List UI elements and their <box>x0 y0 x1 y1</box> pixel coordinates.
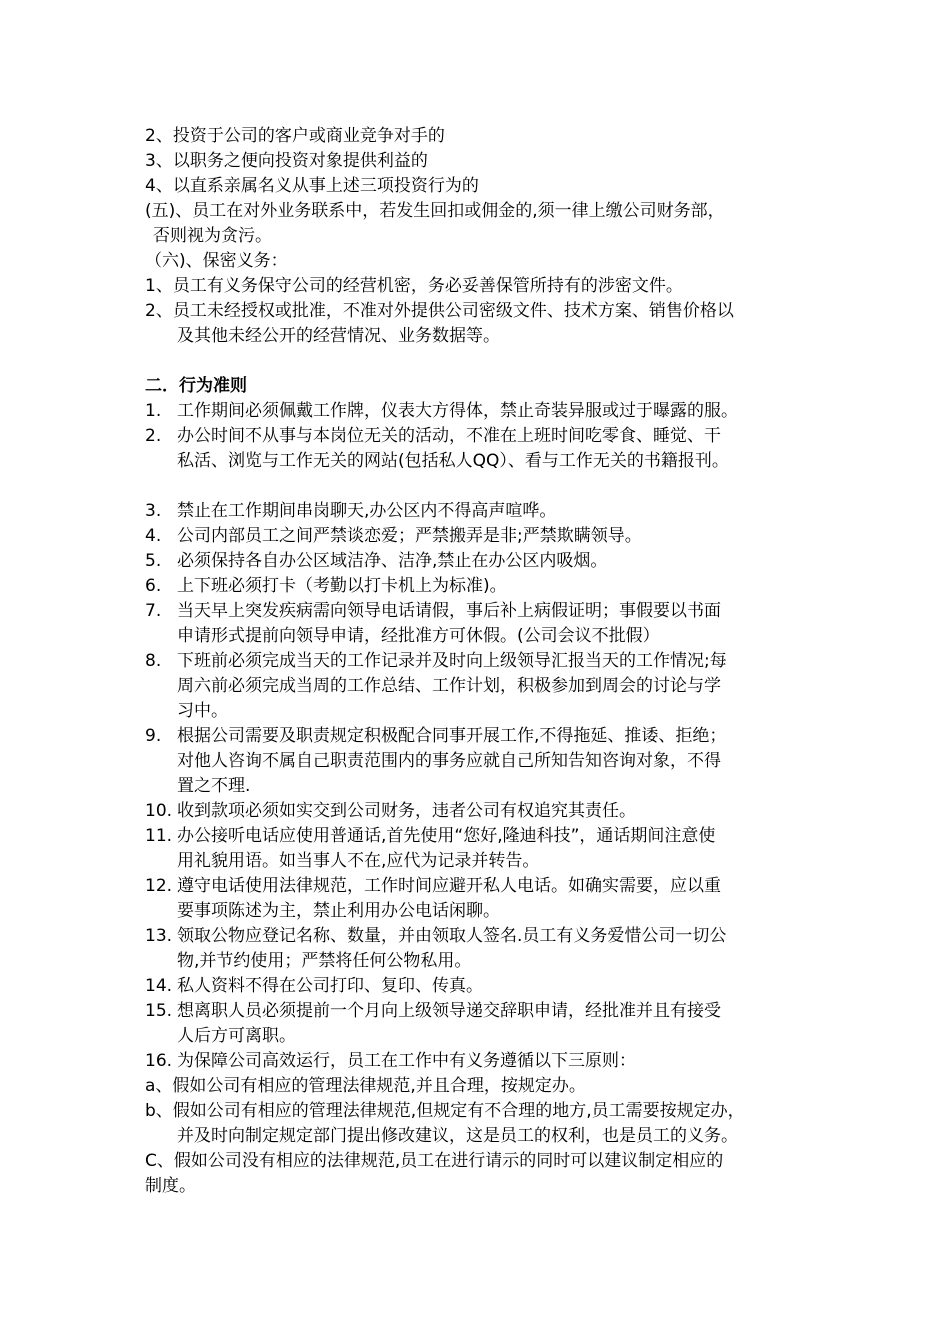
list-text: 上下班必须打卡（考勤以打卡机上为标准)。 <box>177 576 507 596</box>
list-item <box>145 524 642 548</box>
list-number: 5. <box>145 551 162 571</box>
list-text: 为保障公司高效运行，员工在工作中有义务遵循以下三原则： <box>177 1051 636 1071</box>
list-text: 公司内部员工之间严禁谈恋爱；严禁搬弄是非;严禁欺瞒领导。 <box>177 526 642 546</box>
list-text: 办公接听电话应使用普通话,首先使用“您好,隆迪科技”，通话期间注意使 <box>177 826 716 846</box>
list-number: 1. <box>145 401 162 421</box>
list-number: 6. <box>145 576 162 596</box>
list-number: 15. <box>145 1001 173 1021</box>
list-text: 工作期间必须佩戴工作牌，仪表大方得体，禁止奇装异服或过于曝露的服。 <box>177 401 738 421</box>
text-line: b、假如公司有相应的管理法律规范,但规定有不合理的地方,员工需要按规定办， <box>145 1101 745 1121</box>
text-line: 习中。 <box>177 701 228 721</box>
list-text: 遵守电话使用法律规范，工作时间应避开私人电话。如确实需要，应以重 <box>177 876 721 896</box>
text-line: 2、投资于公司的客户或商业竞争对手的 <box>145 126 445 146</box>
list-number: 11. <box>145 826 173 846</box>
list-number: 12. <box>145 876 173 896</box>
list-text: 私人资料不得在公司打印、复印、传真。 <box>177 976 483 996</box>
list-number: 2. <box>145 426 162 446</box>
list-item <box>145 999 721 1023</box>
list-text: 想离职人员必须提前一个月向上级领导递交辞职申请，经批准并且有接受 <box>177 1001 721 1021</box>
text-line: 4、以直系亲属名义从事上述三项投资行为的 <box>145 176 479 196</box>
text-line: 物,并节约使用；严禁将任何公物私用。 <box>177 951 472 971</box>
text-line: 申请形式提前向领导申请，经批准方可休假。(公司会议不批假） <box>177 626 660 646</box>
text-line: 用礼貌用语。如当事人不在,应代为记录并转告。 <box>177 851 540 871</box>
list-text: 禁止在工作期间串岗聊天,办公区内不得高声喧哗。 <box>177 501 557 521</box>
list-text: 当天早上突发疾病需向领导电话请假，事后补上病假证明；事假要以书面 <box>177 601 721 621</box>
text-line: 1、员工有义务保守公司的经营机密，务必妥善保管所持有的涉密文件。 <box>145 276 683 296</box>
list-number: 16. <box>145 1051 173 1071</box>
list-number: 10. <box>145 801 173 821</box>
list-text: 下班前必须完成当天的工作记录并及时向上级领导汇报当天的工作情况;每 <box>177 651 727 671</box>
list-text: 办公时间不从事与本岗位无关的活动，不准在上班时间吃零食、睡觉、干 <box>177 426 721 446</box>
list-item <box>145 499 556 523</box>
text-line: C、假如公司没有相应的法律规范,员工在进行请示的同时可以建议制定相应的 <box>145 1151 724 1171</box>
list-item <box>145 1049 636 1073</box>
list-number: 4. <box>145 526 162 546</box>
list-number: 8. <box>145 651 162 671</box>
list-number: 9. <box>145 726 162 746</box>
text-line: a、假如公司有相应的管理法律规范,并且合理，按规定办。 <box>145 1076 586 1096</box>
list-number: 7. <box>145 601 162 621</box>
list-number: 13. <box>145 926 173 946</box>
text-line: 制度。 <box>145 1176 196 1196</box>
list-item <box>145 874 721 898</box>
text-line: 并及时向制定规定部门提出修改建议，这是员工的权利，也是员工的义务。 <box>177 1126 738 1146</box>
text-line: 要事项陈述为主，禁止利用办公电话闲聊。 <box>177 901 500 921</box>
text-line: 人后方可离职。 <box>177 1026 296 1046</box>
text-line: 否则视为贪污。 <box>153 226 272 246</box>
text-line: 私活、浏览与工作无关的网站(包括私人QQ）、看与工作无关的书籍报刊。 <box>177 451 729 471</box>
text-line: 周六前必须完成当周的工作总结、工作计划，积极参加到周会的讨论与学 <box>177 676 721 696</box>
section-heading: 二．行为准则 <box>145 376 247 396</box>
list-item <box>145 399 738 423</box>
text-line: 3、以职务之便向投资对象提供利益的 <box>145 151 428 171</box>
list-number: 14. <box>145 976 173 996</box>
text-line: 及其他未经公开的经营情况、业务数据等。 <box>177 326 500 346</box>
list-item <box>145 424 721 448</box>
list-item <box>145 824 715 848</box>
list-text: 根据公司需要及职责规定积极配合同事开展工作,不得拖延、推诿、拒绝； <box>177 726 727 746</box>
list-item <box>145 799 636 823</box>
list-item <box>145 974 483 998</box>
list-item <box>145 574 507 598</box>
list-item <box>145 924 726 948</box>
list-item <box>145 649 727 673</box>
list-text: 必须保持各自办公区域洁净、洁净,禁止在办公区内吸烟。 <box>177 551 608 571</box>
list-item <box>145 549 607 573</box>
list-text: 收到款项必须如实交到公司财务，违者公司有权追究其责任。 <box>177 801 636 821</box>
list-text: 领取公物应登记名称、数量，并由领取人签名.员工有义务爱惜公司一切公 <box>177 926 727 946</box>
text-line: （六)、保密义务： <box>145 251 288 271</box>
text-line: 2、员工未经授权或批准，不准对外提供公司密级文件、技术方案、销售价格以 <box>145 301 734 321</box>
list-number: 3. <box>145 501 162 521</box>
list-item <box>145 599 721 623</box>
text-line: (五)、员工在对外业务联系中，若发生回扣或佣金的,须一律上缴公司财务部， <box>145 201 725 221</box>
list-item <box>145 724 726 748</box>
text-line: 对他人咨询不属自己职责范围内的事务应就自己所知告知咨询对象，不得 <box>177 751 721 771</box>
text-line: 置之不理. <box>177 776 251 796</box>
